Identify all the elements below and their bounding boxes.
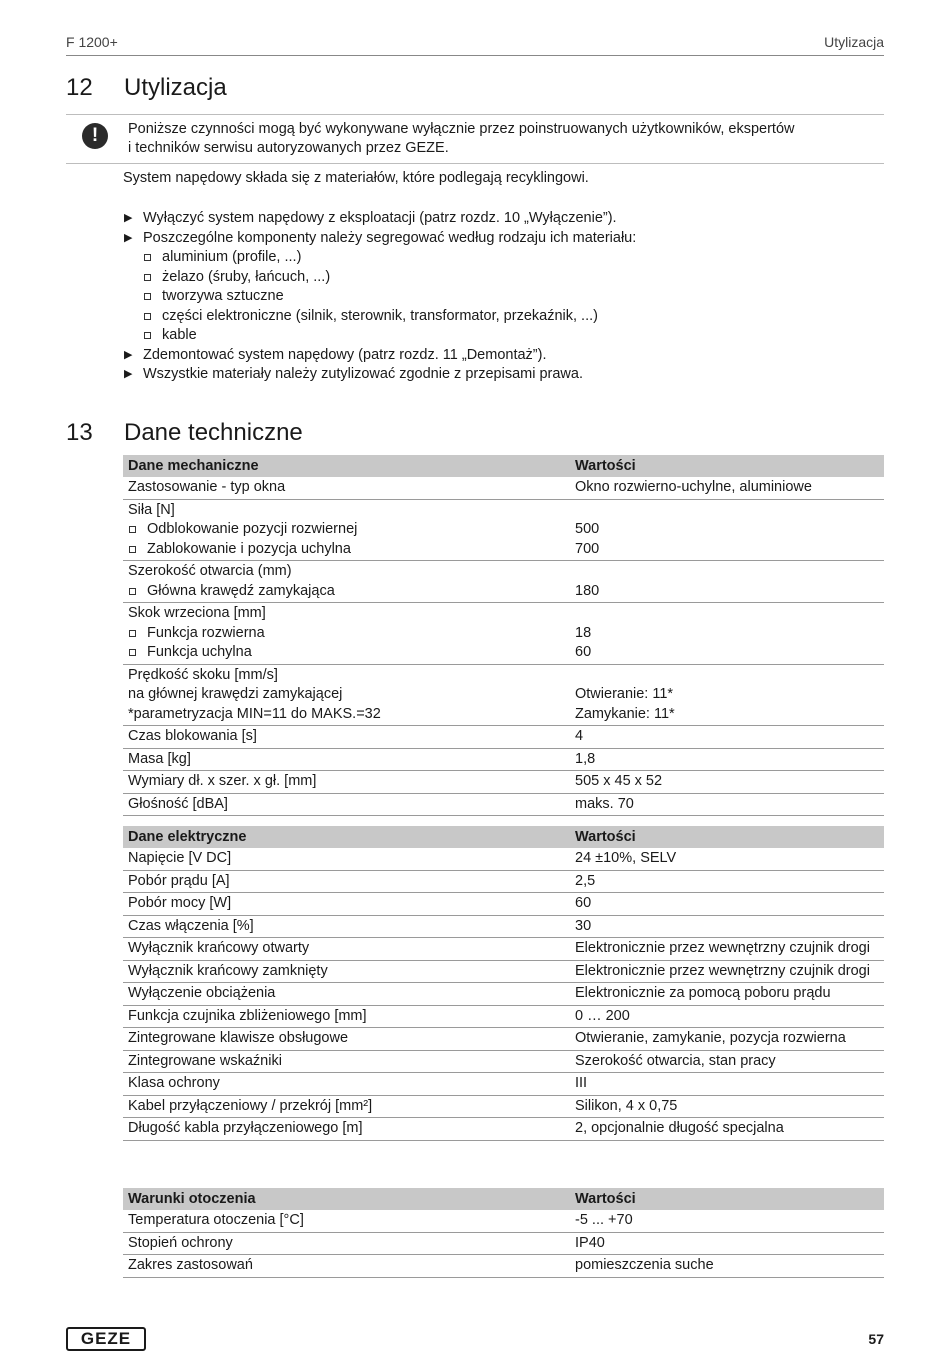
- disposal-steps: [123, 209, 636, 385]
- intro-paragraph: System napędowy składa się z materiałów, które podlegają recyklingowi.: [123, 170, 589, 186]
- cell-spacer: [575, 604, 879, 624]
- table-row: [123, 1028, 884, 1051]
- table-cell: [123, 499, 570, 561]
- step-text: Poszczególne komponenty należy segregować według rodzaju ich materiału:: [143, 229, 637, 246]
- table-cell: Masa [kg]: [123, 748, 570, 771]
- warning-line: i techników serwisu autoryzowanych przez GEZE.: [128, 140, 449, 156]
- step-text: Zdemontować system napędowy (patrz rozdz. 11 „Demontaż”).: [143, 346, 547, 363]
- table-cell: Temperatura otoczenia [°C]: [123, 1210, 570, 1232]
- table-cell: Otwieranie, zamykanie, pozycja rozwierna: [570, 1028, 884, 1051]
- table-row: [123, 793, 884, 816]
- table-cell: 60: [570, 893, 884, 916]
- triangle-bullet-icon: ▶: [124, 231, 133, 244]
- table-cell: III: [570, 1073, 884, 1096]
- table-header-row: [123, 455, 884, 477]
- column-header: Wartości: [570, 826, 884, 848]
- material-item: [123, 307, 636, 327]
- cell-line: Funkcja uchylna: [147, 644, 252, 660]
- cell-line: Prędkość skoku [mm/s]: [128, 666, 278, 683]
- cell-line: *parametryzacja MIN=11 do MAKS.=32: [128, 705, 381, 722]
- material-text: tworzywa sztuczne: [162, 288, 284, 304]
- column-header: Dane mechaniczne: [123, 455, 570, 477]
- table-cell: Silikon, 4 x 0,75: [570, 1095, 884, 1118]
- table-row: [123, 1005, 884, 1028]
- warning-line: Poniższe czynności mogą być wykonywane wyłącznie przez poinstruowanych użytkowników, ekspertów: [128, 121, 795, 137]
- column-header: Wartości: [570, 1188, 884, 1210]
- cell-line: 18: [575, 624, 592, 641]
- table-cell: Zakres zastosowań: [123, 1255, 570, 1278]
- table-row: [123, 561, 884, 603]
- table-cell: Wyłączenie obciążenia: [123, 983, 570, 1006]
- table-cell: Długość kabla przyłączeniowego [m]: [123, 1118, 570, 1141]
- cell-bullet-line: [128, 582, 565, 602]
- table-row: [123, 915, 884, 938]
- table-cell: Pobór prądu [A]: [123, 870, 570, 893]
- cell-line: 180: [575, 582, 600, 599]
- mechanical-data-table: [123, 455, 884, 816]
- table-cell: 1,8: [570, 748, 884, 771]
- section-number: 13: [66, 419, 93, 446]
- square-bullet-icon: [129, 649, 136, 656]
- table-row: [123, 1050, 884, 1073]
- square-bullet-icon: [144, 332, 151, 339]
- step-item: [123, 346, 636, 366]
- table-cell: [123, 561, 570, 603]
- table-row: [123, 1210, 884, 1232]
- table-cell: Czas włączenia [%]: [123, 915, 570, 938]
- cell-spacer: [575, 666, 879, 686]
- table-cell: Zintegrowane klawisze obsługowe: [123, 1028, 570, 1051]
- step-text: Wszystkie materiały należy zutylizować zgodnie z przepisami prawa.: [143, 366, 583, 382]
- cell-line: na głównej krawędzi zamykającej: [128, 686, 343, 702]
- table-cell: Elektronicznie przez wewnętrzny czujnik drogi: [570, 960, 884, 983]
- table-cell: Elektronicznie za pomocą poboru prądu: [570, 983, 884, 1006]
- table-cell: 30: [570, 915, 884, 938]
- table-cell: 4: [570, 726, 884, 749]
- table-row: [123, 1095, 884, 1118]
- cell-bullet-line: [128, 624, 565, 644]
- cell-line: Główna krawędź zamykająca: [147, 582, 335, 599]
- square-bullet-icon: [144, 274, 151, 281]
- step-item: [123, 209, 636, 229]
- step-item: [123, 365, 636, 385]
- electrical-data-table: [123, 826, 884, 1141]
- table-row: [123, 848, 884, 870]
- table-cell: Pobór mocy [W]: [123, 893, 570, 916]
- column-header: Warunki otoczenia: [123, 1188, 570, 1210]
- table-header-row: [123, 826, 884, 848]
- step-item: [123, 229, 636, 249]
- table-cell: [123, 603, 570, 665]
- table-cell: 0 … 200: [570, 1005, 884, 1028]
- table-row: [123, 870, 884, 893]
- table-header-row: [123, 1188, 884, 1210]
- table-cell: Wymiary dł. x szer. x gł. [mm]: [123, 771, 570, 794]
- environment-table: [123, 1188, 884, 1278]
- page-number: 57: [868, 1331, 884, 1347]
- cell-line: Zablokowanie i pozycja uchylna: [147, 540, 351, 557]
- column-header: Dane elektryczne: [123, 826, 570, 848]
- section-13-heading: [66, 419, 303, 447]
- table-cell: Zintegrowane wskaźniki: [123, 1050, 570, 1073]
- table-cell: Szerokość otwarcia, stan pracy: [570, 1050, 884, 1073]
- material-text: części elektroniczne (silnik, sterownik, transformator, przekaźnik, ...): [162, 307, 598, 324]
- material-item: [123, 248, 636, 268]
- cell-line: Skok wrzeciona [mm]: [128, 605, 266, 621]
- triangle-bullet-icon: ▶: [124, 212, 133, 224]
- material-text: żelazo (śruby, łańcuch, ...): [162, 268, 331, 285]
- triangle-bullet-icon: ▶: [124, 348, 133, 361]
- material-item: [123, 287, 636, 307]
- square-bullet-icon: [144, 313, 151, 320]
- table-row: [123, 960, 884, 983]
- table-cell: pomieszczenia suche: [570, 1255, 884, 1278]
- cell-line: Siła [N]: [128, 501, 175, 518]
- square-bullet-icon: [144, 293, 151, 300]
- table-cell: maks. 70: [570, 793, 884, 816]
- table-row: [123, 1118, 884, 1141]
- cell-line: Szerokość otwarcia (mm): [128, 563, 292, 579]
- table-cell: [123, 664, 570, 726]
- table-cell: -5 ... +70: [570, 1210, 884, 1232]
- table-cell: Głośność [dBA]: [123, 793, 570, 816]
- table-row: [123, 983, 884, 1006]
- table-cell: 2, opcjonalnie długość specjalna: [570, 1118, 884, 1141]
- table-row: [123, 603, 884, 665]
- section-title: Utylizacja: [124, 74, 227, 101]
- square-bullet-icon: [144, 254, 151, 261]
- table-cell: Czas blokowania [s]: [123, 726, 570, 749]
- cell-line: Funkcja rozwierna: [147, 624, 265, 641]
- cell-bullet-line: [128, 520, 565, 540]
- cell-line: Otwieranie: 11*: [575, 686, 674, 702]
- warning-text: [128, 120, 854, 158]
- section-12-heading: [66, 74, 227, 102]
- cell-line: 700: [575, 540, 600, 557]
- table-row: [123, 1232, 884, 1255]
- table-cell: Elektronicznie przez wewnętrzny czujnik drogi: [570, 938, 884, 961]
- cell-spacer: [575, 501, 879, 521]
- exclamation-icon: !: [82, 123, 108, 149]
- table-cell: 505 x 45 x 52: [570, 771, 884, 794]
- cell-bullet-line: [128, 540, 565, 560]
- table-cell: 24 ±10%, SELV: [570, 848, 884, 870]
- chapter-name: Utylizacja: [824, 34, 884, 50]
- cell-bullet-line: [128, 643, 565, 663]
- square-bullet-icon: [129, 546, 136, 553]
- table-row: [123, 664, 884, 726]
- table-row: [123, 726, 884, 749]
- triangle-bullet-icon: ▶: [124, 368, 133, 380]
- material-item: [123, 326, 636, 346]
- table-cell: Stopień ochrony: [123, 1232, 570, 1255]
- table-cell: [570, 561, 884, 603]
- cell-line: 500: [575, 521, 600, 537]
- material-text: kable: [162, 327, 197, 343]
- table-row: [123, 938, 884, 961]
- section-number: 12: [66, 74, 93, 101]
- product-name: F 1200+: [66, 34, 118, 50]
- column-header: Wartości: [570, 455, 884, 477]
- table-row: [123, 893, 884, 916]
- table-cell: [570, 499, 884, 561]
- table-cell: 2,5: [570, 870, 884, 893]
- table-cell: Napięcie [V DC]: [123, 848, 570, 870]
- cell-spacer: [575, 562, 879, 582]
- table-cell: Okno rozwierno-uchylne, aluminiowe: [570, 477, 884, 499]
- square-bullet-icon: [129, 630, 136, 637]
- table-cell: IP40: [570, 1232, 884, 1255]
- table-row: [123, 1255, 884, 1278]
- square-bullet-icon: [129, 526, 136, 533]
- table-row: [123, 771, 884, 794]
- table-cell: Funkcja czujnika zbliżeniowego [mm]: [123, 1005, 570, 1028]
- table-cell: [570, 664, 884, 726]
- table-row: [123, 499, 884, 561]
- warning-box: [66, 114, 884, 164]
- table-cell: Kabel przyłączeniowy / przekrój [mm²]: [123, 1095, 570, 1118]
- step-text: Wyłączyć system napędowy z eksploatacji (patrz rozdz. 10 „Wyłączenie”).: [143, 210, 617, 226]
- table-cell: [570, 603, 884, 665]
- cell-line: 60: [575, 644, 592, 660]
- cell-line: Zamykanie: 11*: [575, 705, 675, 722]
- table-cell: Zastosowanie - typ okna: [123, 477, 570, 499]
- section-title: Dane techniczne: [124, 419, 303, 446]
- material-item: [123, 268, 636, 288]
- table-row: [123, 477, 884, 499]
- table-cell: Wyłącznik krańcowy zamknięty: [123, 960, 570, 983]
- table-row: [123, 1073, 884, 1096]
- square-bullet-icon: [129, 588, 136, 595]
- table-cell: Klasa ochrony: [123, 1073, 570, 1096]
- material-text: aluminium (profile, ...): [162, 249, 302, 265]
- geze-logo: GEZE: [66, 1327, 146, 1351]
- cell-line: Odblokowanie pozycji rozwiernej: [147, 521, 358, 537]
- table-row: [123, 748, 884, 771]
- table-cell: Wyłącznik krańcowy otwarty: [123, 938, 570, 961]
- page-header: [66, 34, 884, 56]
